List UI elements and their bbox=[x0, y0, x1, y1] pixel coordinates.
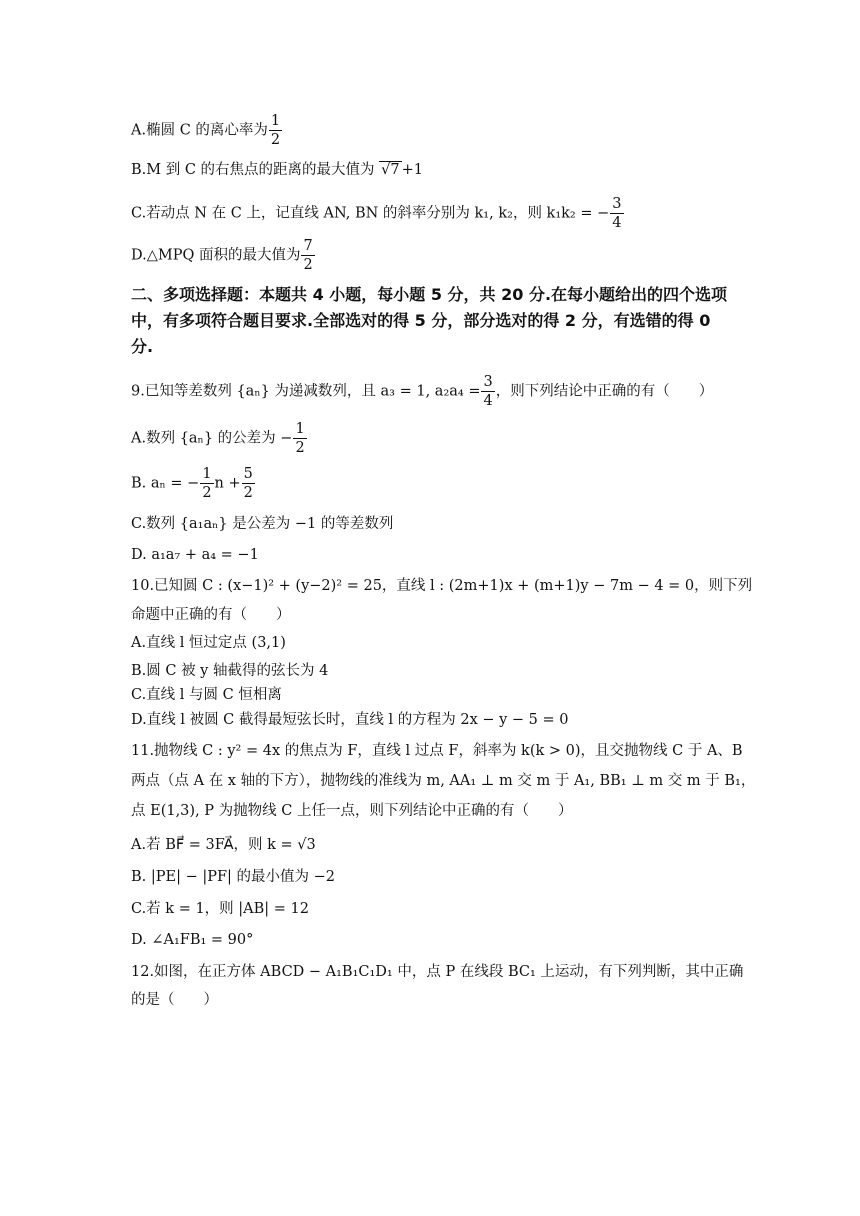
q9-option-a: A.数列 {aₙ} 的公差为 − $\frac{1}{2}$ bbox=[131, 421, 305, 456]
q10-option-c: C.直线 l 与圆 C 恒相离 bbox=[131, 687, 282, 703]
q11-stem-line2: 两点（点 A 在 x 轴的下方），抛物线的准线为 m, AA₁ ⊥ m 交 m 于 A₁, BB₁ ⊥ m 交 m 于 B₁， bbox=[131, 773, 756, 789]
q10-stem-line2: 命题中正确的有（ ） bbox=[131, 607, 291, 623]
q8-option-a bbox=[131, 112, 283, 149]
q8-option-c-text: C.若动点 N 在 C 上，记直线 AN, BN 的斜率分别为 k₁, k₂，则 k₁k₂ = − bbox=[131, 205, 610, 222]
q8-option-b-text: B.M 到 C 的右焦点的距离的最大值为 bbox=[131, 162, 375, 178]
q8-option-c-fraction: $\frac{3}{4}$ bbox=[612, 196, 622, 231]
q8-option-a-fraction: $\frac{1}{2}$ bbox=[270, 113, 281, 148]
q11-option-d: D. ∠A₁FB₁ = 90° bbox=[131, 932, 254, 948]
q8-option-b: B.M 到 C 的右焦点的距离的最大值为 √7 +1 bbox=[131, 162, 423, 178]
q8-option-a-text: A.椭圆 C 的离心率为 bbox=[131, 122, 268, 139]
q10-stem-line1: 10.已知圆 C : (x−1)² + (y−2)² = 25，直线 l : (2m+1)x + (m+1)y − 7m − 4 = 0，则下列 bbox=[131, 578, 753, 594]
section-2-heading: 二、多项选择题：本题共 4 小题，每小题 5 分，共 20 分.在每小题给出的四个选项中，有多项符合题目要求.全部选对的得 5 分，部分选对的得 2 分，有选错的得 0 分. bbox=[131, 285, 728, 356]
q8-option-d bbox=[131, 237, 316, 274]
q12-stem-line2: 的是（ ） bbox=[131, 992, 218, 1008]
q11-option-c: C.若 k = 1，则 |AB| = 12 bbox=[131, 901, 309, 917]
q9-stem-fraction: $\frac{3}{4}$ bbox=[483, 374, 493, 409]
q9-option-b: B. aₙ = − $\frac{1}{2}$ n + $\frac{5}{2}$ bbox=[131, 466, 253, 501]
q8-option-c bbox=[131, 195, 625, 232]
q11-stem-line1: 11.抛物线 C : y² = 4x 的焦点为 F，直线 l 过点 F，斜率为 k(k > 0)，且交抛物线 C 于 A、B bbox=[131, 743, 743, 759]
q9-option-d: D. a₁a₇ + a₄ = −1 bbox=[131, 547, 259, 563]
q8-option-d-fraction: $\frac{7}{2}$ bbox=[303, 238, 313, 273]
q8-option-d-text: D.△MPQ 面积的最大值为 bbox=[131, 247, 301, 264]
q11-stem-line3: 点 E(1,3), P 为抛物线 C 上任一点，则下列结论中正确的有（ ） bbox=[131, 803, 573, 819]
q11-option-b: B. |PE| − |PF| 的最小值为 −2 bbox=[131, 869, 336, 885]
q8-option-b-sqrt: √7 bbox=[381, 162, 400, 178]
q9-option-c: C.数列 {a₁aₙ} 是公差为 −1 的等差数列 bbox=[131, 516, 394, 532]
q10-option-a: A.直线 l 恒过定点 (3,1) bbox=[131, 635, 286, 651]
q9-option-a-fraction: $\frac{1}{2}$ bbox=[295, 421, 305, 456]
q9-stem: 9.已知等差数列 {aₙ} 为递减数列，且 a₃ = 1, a₂a₄ = $\frac{3}{4}$ ，则下列结论中正确的有（ ） bbox=[131, 374, 714, 409]
q10-option-b: B.圆 C 被 y 轴截得的弦长为 4 bbox=[131, 663, 329, 679]
q10-option-d: D.直线 l 被圆 C 截得最短弦长时，直线 l 的方程为 2x − y − 5 = 0 bbox=[131, 712, 569, 728]
q12-stem-line1: 12.如图，在正方体 ABCD − A₁B₁C₁D₁ 中，点 P 在线段 BC₁ 上运动，有下列判断，其中正确 bbox=[131, 964, 744, 980]
q11-option-a: A.若 BF⃗ = 3FA⃗，则 k = √3 bbox=[131, 837, 316, 853]
